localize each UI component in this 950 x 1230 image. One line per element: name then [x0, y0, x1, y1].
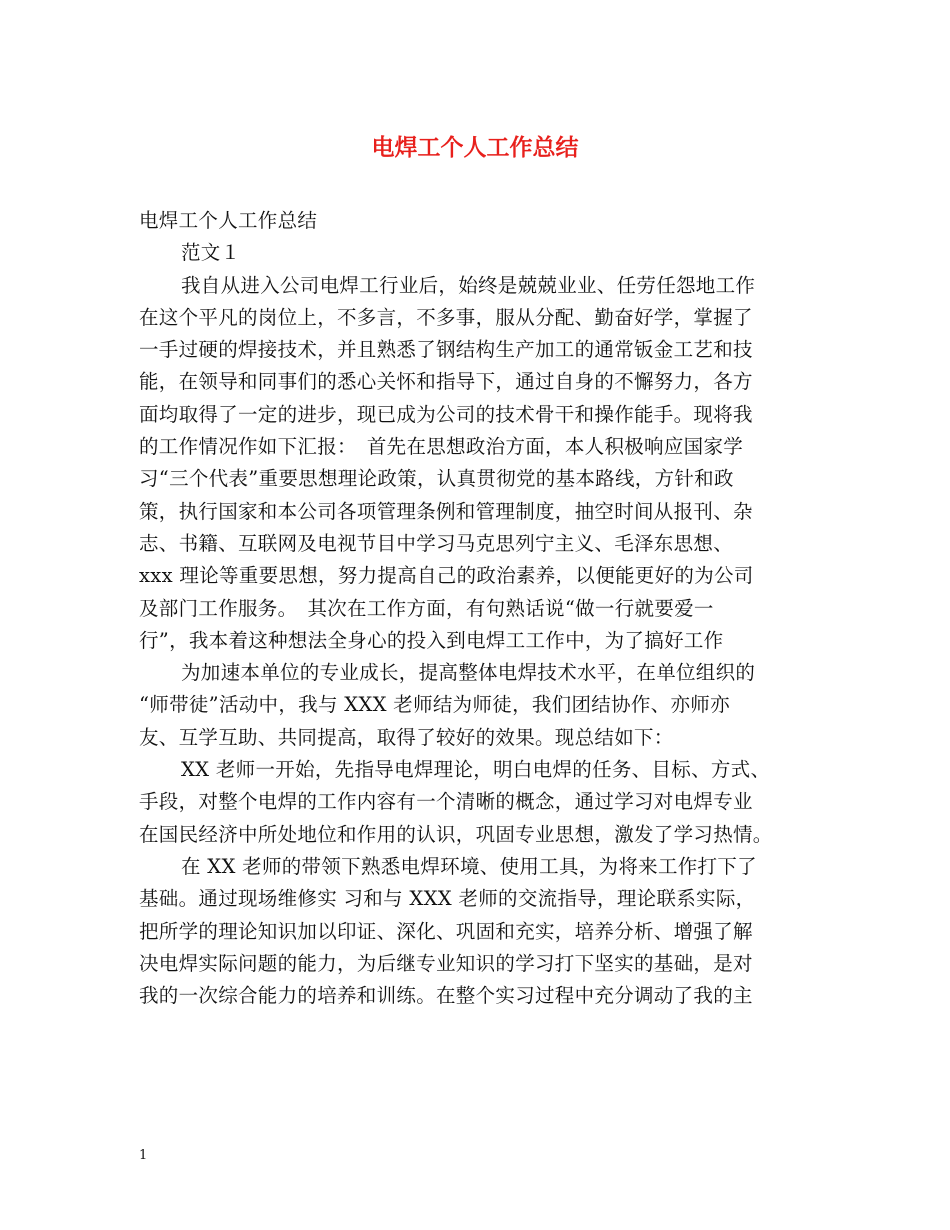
text-line: 习“三个代表”重要思想理论政策，认真贯彻党的基本路线，方针和政 — [139, 467, 734, 491]
text-line: 行”，我本着这种想法全身心的投入到电焊工工作中，为了搞好工作 — [139, 628, 724, 652]
text-line: 志、书籍、互联网及电视节目中学习马克思列宁主义、毛泽东思想、 — [139, 531, 734, 555]
text-line: 把所学的理论知识加以印证、深化、巩固和充实，培养分析、增强了解 — [139, 919, 753, 943]
text-line: 为加速本单位的专业成长，提高整体电焊技术水平，在单位组织的 — [181, 661, 756, 685]
text-line: “师带徒”活动中，我与 XXX 老师结为师徒，我们团结协作、亦师亦 — [139, 693, 730, 717]
text-line: 友、互学互助、共同提高，取得了较好的效果。现总结如下： — [139, 725, 674, 749]
text-line: 在这个平凡的岗位上，不多言，不多事，服从分配、勤奋好学，掌握了 — [139, 305, 753, 329]
text-line: 手段，对整个电焊的工作内容有一个清晰的概念，通过学习对电焊专业 — [139, 790, 753, 814]
text-line: 范文１ — [181, 241, 241, 265]
text-line: 基础。通过现场维修实 习和与 XXX 老师的交流指导，理论联系实际， — [139, 887, 756, 911]
text-line: 的工作情况作如下汇报： 首先在思想政治方面，本人积极响应国家学 — [139, 435, 744, 459]
text-line: 能，在领导和同事们的悉心关怀和指导下，通过自身的不懈努力，各方 — [139, 370, 753, 394]
text-line: 我的一次综合能力的培养和训练。在整个实习过程中充分调动了我的主 — [139, 984, 753, 1008]
text-line: 在国民经济中所处地位和作用的认识，巩固专业思想，激发了学习热情。 — [139, 822, 773, 846]
page-number: 1 — [139, 1148, 148, 1163]
text-line: 电焊工个人工作总结 — [139, 209, 318, 232]
body-text — [139, 205, 829, 1012]
page-title: 电焊工个人工作总结 — [371, 134, 579, 161]
text-line: 在 XX 老师的带领下熟悉电焊环境、使用工具，为将来工作打下了 — [181, 854, 757, 878]
text-line: XX 老师一开始，先指导电焊理论，明白电焊的任务、目标、方式、 — [181, 758, 771, 782]
text-line: 及部门工作服务。 其次在工作方面，有句熟话说“做一行就要爱一 — [139, 596, 714, 620]
text-line: xxx 理论等重要思想，努力提高自己的政治素养，以便能更好的为公司 — [139, 564, 754, 588]
text-line: 我自从进入公司电焊工行业后，始终是兢兢业业、任劳任怨地工作 — [181, 273, 756, 297]
text-line: 面均取得了一定的进步，现已成为公司的技术骨干和操作能手。现将我 — [139, 402, 753, 426]
text-line: 一手过硬的焊接技术，并且熟悉了钢结构生产加工的通常钣金工艺和技 — [139, 338, 753, 362]
text-line: 策，执行国家和本公司各项管理条例和管理制度，抽空时间从报刊、杂 — [139, 499, 753, 523]
text-line: 决电焊实际问题的能力，为后继专业知识的学习打下坚实的基础，是对 — [139, 951, 753, 975]
